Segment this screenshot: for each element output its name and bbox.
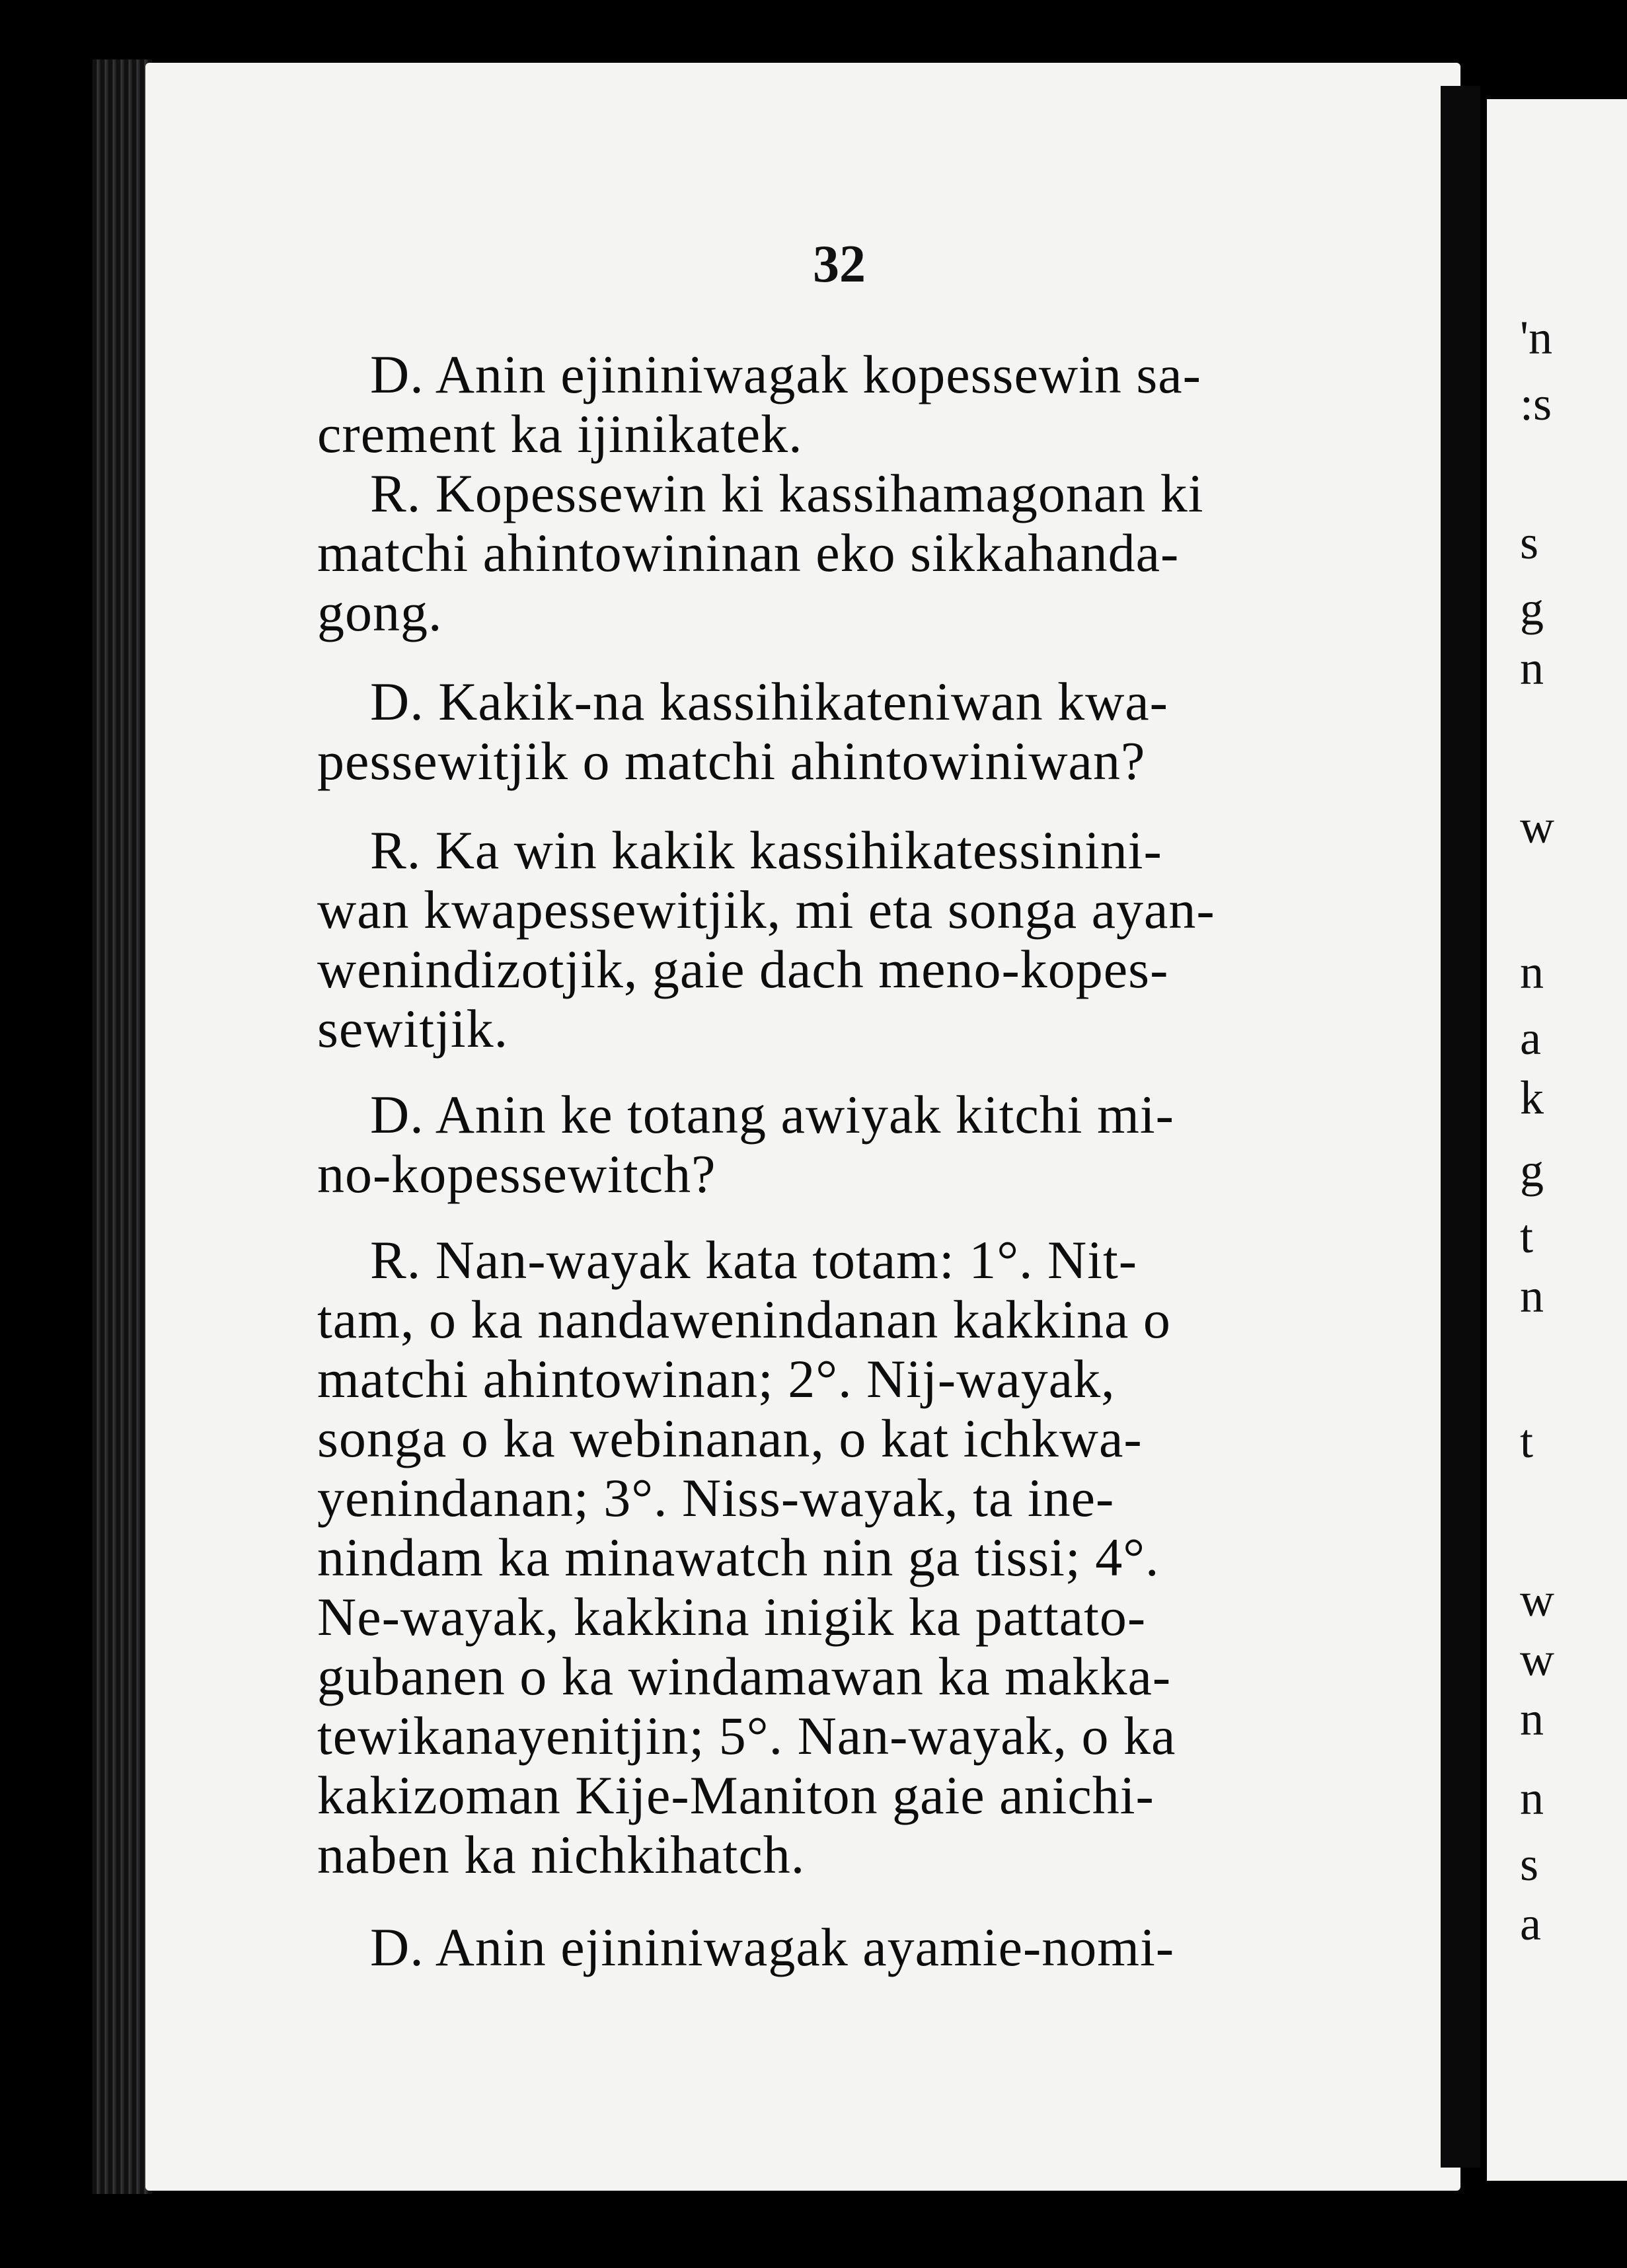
text-line: wan kwapessewitjik, mi eta songa ayan- [317, 880, 1215, 940]
adjacent-page-fragment: k [1520, 1071, 1544, 1124]
adjacent-page-fragment: t [1520, 1210, 1534, 1263]
text-line: D. Anin ke totang awiyak kitchi mi- [370, 1084, 1174, 1145]
adjacent-page-fragment: t [1520, 1415, 1534, 1468]
text-line: tam, o ka nandawenindanan kakkina o [317, 1289, 1171, 1349]
adjacent-page-fragment: n [1520, 1772, 1544, 1825]
adjacent-page-fragment: a [1520, 1897, 1541, 1950]
text-line: D. Anin ejininiwagak kopessewin sa- [370, 344, 1201, 404]
adjacent-page-fragment: n [1520, 1269, 1544, 1322]
text-line: wenindizotjik, gaie dach meno-kopes- [317, 939, 1169, 999]
text-line: kakizoman Kije-Maniton gaie anichi- [317, 1765, 1154, 1825]
adjacent-page-fragment: g [1520, 1144, 1544, 1197]
text-line: gong. [317, 582, 443, 642]
adjacent-page-fragment: n [1520, 946, 1544, 999]
text-line: crement ka ijinikatek. [317, 404, 803, 464]
text-line: naben ka nichkihatch. [317, 1825, 806, 1885]
adjacent-page-fragment: w [1520, 800, 1554, 853]
text-line: gubanen o ka windamawan ka makka- [317, 1646, 1172, 1706]
text-line: R. Kopessewin ki kassihamagonan ki [370, 463, 1204, 523]
adjacent-page-fragment: n [1520, 642, 1544, 695]
adjacent-page-fragment: n [1520, 1692, 1544, 1745]
adjacent-page-fragment: a [1520, 1012, 1541, 1065]
text-line: R. Nan-wayak kata totam: 1°. Nit- [370, 1230, 1138, 1290]
adjacent-page-fragment: g [1520, 582, 1544, 635]
adjacent-page-fragment: w [1520, 1573, 1554, 1626]
page-number: 32 [813, 235, 866, 293]
text-line: nindam ka minawatch nin ga tissi; 4°. [317, 1527, 1160, 1587]
adjacent-page-fragment: s [1520, 1838, 1539, 1891]
text-line: tewikanayenitjin; 5°. Nan-wayak, o ka [317, 1706, 1176, 1766]
text-line: no-kopessewitch? [317, 1144, 716, 1204]
text-line: D. Kakik-na kassihikateniwan kwa- [370, 671, 1168, 732]
adjacent-page [1487, 99, 1627, 2181]
text-line: R. Ka win kakik kassihikatessinini- [370, 820, 1162, 880]
adjacent-page-fragment: 'n [1520, 311, 1552, 364]
gutter-shadow [1441, 86, 1480, 2168]
text-line: Ne-wayak, kakkina inigik ka pattato- [317, 1587, 1147, 1647]
adjacent-page-fragment: :s [1520, 377, 1552, 430]
text-line: pessewitjik o matchi ahintowiniwan? [317, 731, 1146, 791]
text-line: matchi ahintowinan; 2°. Nij-wayak, [317, 1349, 1116, 1409]
adjacent-page-fragment: w [1520, 1633, 1554, 1686]
book-page-edges [93, 59, 152, 2194]
text-line: songa o ka webinanan, o kat ichkwa- [317, 1408, 1143, 1468]
text-line: sewitjik. [317, 999, 509, 1059]
adjacent-page-fragment: s [1520, 516, 1539, 569]
text-line: matchi ahintowininan eko sikkahanda- [317, 523, 1180, 583]
text-line: D. Anin ejininiwagak ayamie-nomi- [370, 1917, 1175, 1977]
text-line: yenindanan; 3°. Niss-wayak, ta ine- [317, 1468, 1115, 1528]
